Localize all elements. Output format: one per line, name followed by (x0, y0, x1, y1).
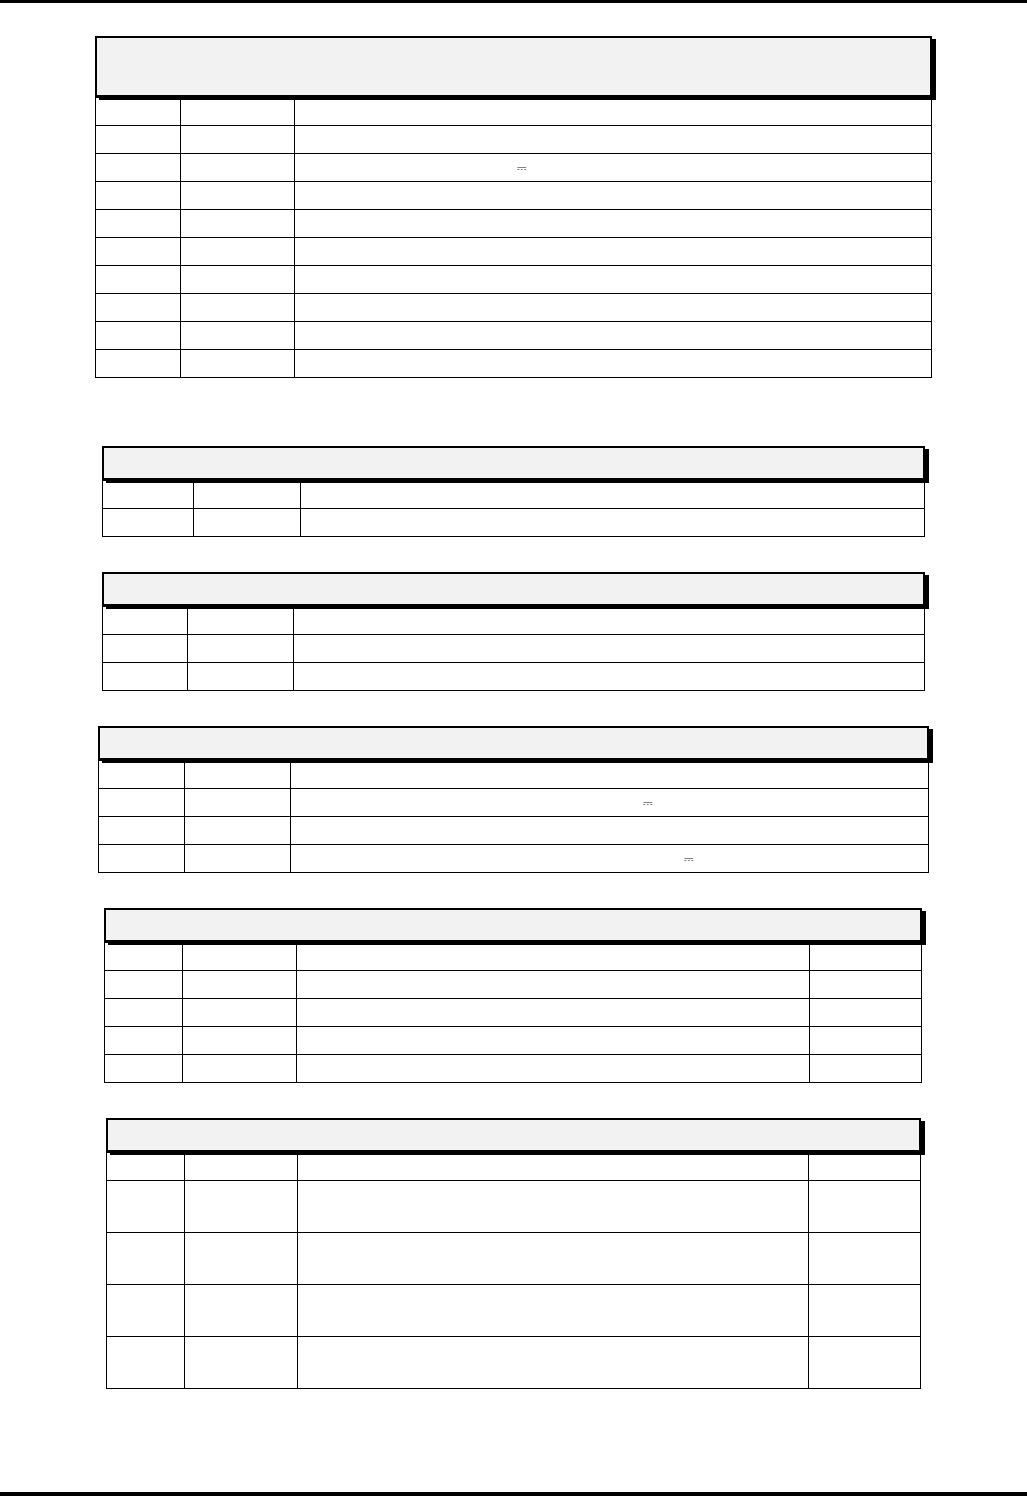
table-3-body (102, 606, 925, 691)
table-cell (185, 1153, 298, 1181)
table-cell (183, 971, 297, 999)
top-rule (0, 0, 1027, 3)
table-row (99, 817, 929, 845)
table-row (105, 1055, 922, 1083)
table-cell (103, 509, 194, 537)
table-row (103, 481, 925, 509)
table-cell (185, 1233, 298, 1285)
table-6-body (106, 1152, 921, 1389)
table-6 (106, 1118, 921, 1389)
table-cell (295, 266, 932, 294)
table-cell (107, 1153, 185, 1181)
table-cell (181, 126, 295, 154)
table-cell (194, 509, 301, 537)
table-cell (298, 1337, 809, 1389)
table-cell (185, 1337, 298, 1389)
table-cell (294, 607, 925, 635)
table-row (96, 210, 932, 238)
table-cell (103, 607, 188, 635)
table-cell (96, 294, 181, 322)
table-row (103, 509, 925, 537)
table-cell (96, 266, 181, 294)
table-cell (96, 182, 181, 210)
table-row (99, 761, 929, 789)
table-cell (181, 210, 295, 238)
table-2 (102, 446, 925, 537)
table-3-header (102, 572, 925, 606)
table-cell (188, 607, 294, 635)
table-cell (291, 761, 929, 789)
table-cell (96, 238, 181, 266)
table-cell (185, 1285, 298, 1337)
table-cell (297, 999, 810, 1027)
table-row (103, 607, 925, 635)
table-row (96, 98, 932, 126)
table-row (96, 350, 932, 378)
table-cell (99, 761, 185, 789)
table-cell (107, 1285, 185, 1337)
dc-symbol-icon: ⎓ (517, 161, 527, 176)
table-cell (185, 845, 291, 873)
table-cell (810, 999, 922, 1027)
table-row (105, 971, 922, 999)
table-4-header (98, 726, 929, 760)
table-cell (181, 238, 295, 266)
table-cell (105, 999, 183, 1027)
table-3 (102, 572, 925, 691)
dc-symbol-icon: ⎓ (684, 852, 694, 867)
table-cell (99, 789, 185, 817)
table-cell (185, 817, 291, 845)
table-4-body (98, 760, 929, 873)
table-cell (810, 943, 922, 971)
table-cell (298, 1233, 809, 1285)
table-cell (810, 1055, 922, 1083)
table-cell (105, 1027, 183, 1055)
table-cell (297, 1055, 810, 1083)
table-cell (185, 761, 291, 789)
table-cell (188, 635, 294, 663)
table-2-body (102, 480, 925, 537)
table-5-header (104, 908, 922, 942)
table-cell (103, 481, 194, 509)
table-cell (295, 350, 932, 378)
bottom-rule (0, 1492, 1027, 1496)
table-row (107, 1285, 921, 1337)
table-row (103, 635, 925, 663)
table-cell (181, 294, 295, 322)
table-cell (809, 1337, 921, 1389)
table-cell (295, 154, 932, 182)
table-cell (297, 1027, 810, 1055)
table-cell (295, 238, 932, 266)
table-cell (297, 943, 810, 971)
table-cell (295, 126, 932, 154)
table-1 (95, 36, 932, 378)
table-row (107, 1233, 921, 1285)
table-row (107, 1337, 921, 1389)
table-5-body (104, 942, 922, 1083)
table-cell (295, 182, 932, 210)
table-cell (105, 943, 183, 971)
table-2-header (102, 446, 925, 480)
table-cell (298, 1285, 809, 1337)
table-cell (103, 635, 188, 663)
table-cell (105, 1055, 183, 1083)
table-cell (96, 322, 181, 350)
table-cell (295, 322, 932, 350)
table-row (96, 182, 932, 210)
table-cell (301, 481, 925, 509)
table-cell (810, 1027, 922, 1055)
table-cell (183, 1055, 297, 1083)
table-cell (99, 845, 185, 873)
table-cell (185, 1181, 298, 1233)
table-cell (298, 1181, 809, 1233)
table-cell (181, 266, 295, 294)
table-cell (301, 509, 925, 537)
table-cell (295, 210, 932, 238)
table-row (99, 845, 929, 873)
table-4 (98, 726, 929, 873)
table-1-header (95, 36, 932, 97)
table-cell (810, 971, 922, 999)
table-6-header (106, 1118, 921, 1152)
table-cell (181, 98, 295, 126)
table-cell (96, 154, 181, 182)
table-row (96, 126, 932, 154)
table-cell (181, 182, 295, 210)
table-row (105, 1027, 922, 1055)
table-cell (188, 663, 294, 691)
table-cell (298, 1153, 809, 1181)
table-cell (809, 1153, 921, 1181)
table-row (103, 663, 925, 691)
table-row (107, 1181, 921, 1233)
table-cell (194, 481, 301, 509)
table-cell (183, 943, 297, 971)
table-cell (99, 817, 185, 845)
table-cell (295, 98, 932, 126)
table-row (96, 238, 932, 266)
table-cell (96, 126, 181, 154)
table-cell (181, 350, 295, 378)
table-row (96, 322, 932, 350)
table-cell (96, 98, 181, 126)
table-cell (107, 1233, 185, 1285)
table-cell (105, 971, 183, 999)
table-cell (809, 1285, 921, 1337)
table-row (96, 154, 932, 182)
table-cell (291, 789, 929, 817)
table-5 (104, 908, 922, 1083)
table-1-body (95, 97, 932, 378)
table-row (99, 789, 929, 817)
dc-symbol-icon: ⎓ (643, 796, 653, 811)
table-row (107, 1153, 921, 1181)
table-cell (96, 350, 181, 378)
table-cell (291, 817, 929, 845)
table-cell (291, 845, 929, 873)
table-cell (103, 663, 188, 691)
table-cell (185, 789, 291, 817)
table-row (96, 294, 932, 322)
table-cell (107, 1337, 185, 1389)
table-row (96, 266, 932, 294)
table-cell (295, 294, 932, 322)
table-cell (181, 154, 295, 182)
table-cell (181, 322, 295, 350)
table-row (105, 943, 922, 971)
table-cell (297, 971, 810, 999)
table-cell (294, 635, 925, 663)
table-cell (96, 210, 181, 238)
table-cell (809, 1233, 921, 1285)
table-cell (809, 1181, 921, 1233)
table-cell (183, 1027, 297, 1055)
table-row (105, 999, 922, 1027)
table-cell (107, 1181, 185, 1233)
table-cell (294, 663, 925, 691)
table-cell (183, 999, 297, 1027)
